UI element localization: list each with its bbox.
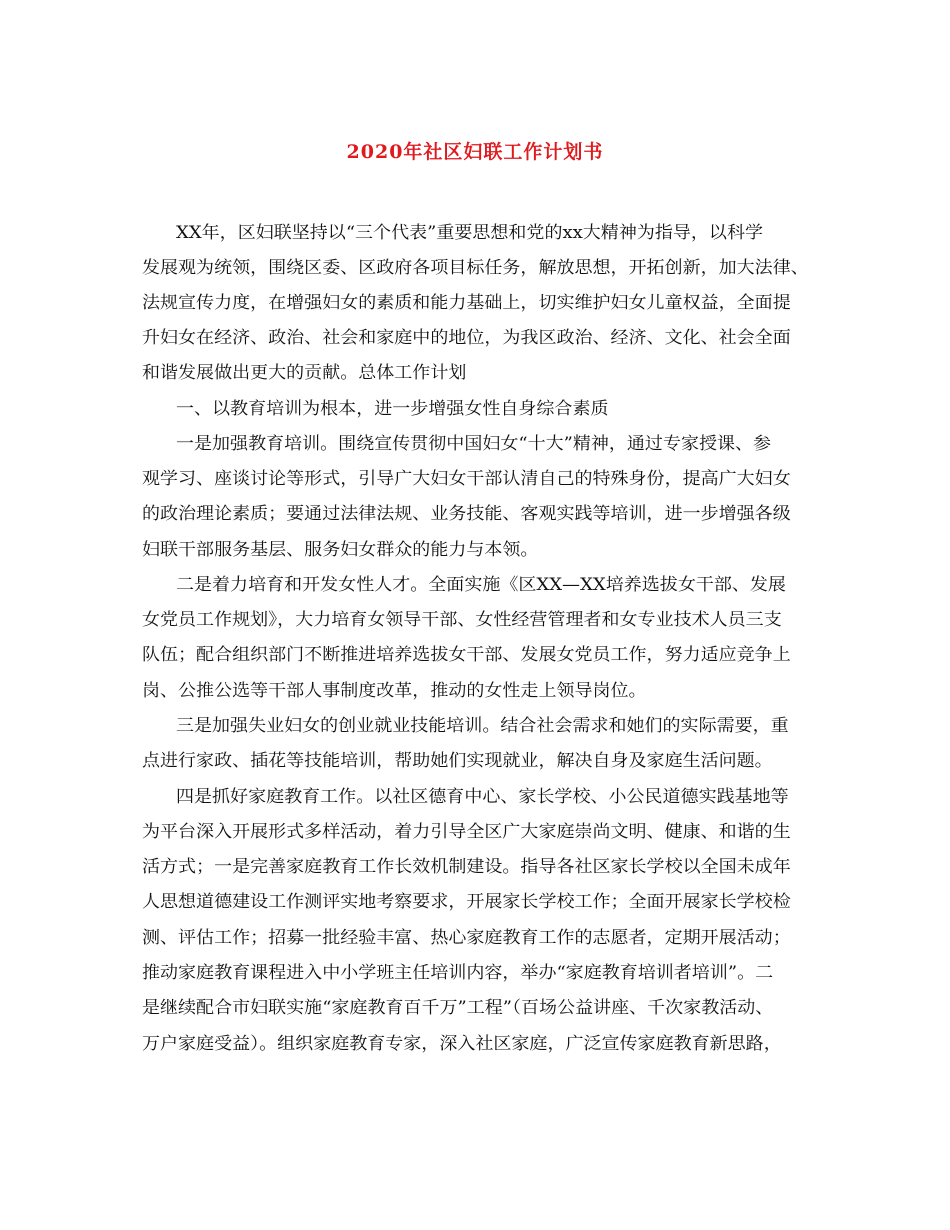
paragraph-line: 测、评估工作；招募一批经验丰富、热心家庭教育工作的志愿者，定期开展活动； bbox=[142, 928, 791, 948]
paragraph-line: 法规宣传力度，在增强妇女的素质和能力基础上，切实维护妇女儿童权益，全面提 bbox=[142, 293, 791, 313]
paragraph-line: 观学习、座谈讨论等形式，引导广大妇女干部认清自己的特殊身份，提高广大妇女 bbox=[142, 469, 791, 489]
paragraph-line: 是继续配合市妇联实施“家庭教育百千万”工程”（百场公益讲座、千次家教活动、 bbox=[142, 998, 774, 1018]
paragraph-line: 队伍；配合组织部门不断推进培养选拔女干部、发展女党员工作，努力适应竞争上 bbox=[142, 645, 791, 665]
section-heading: 一、以教育培训为根本，进一步增强女性自身综合素质 bbox=[176, 399, 609, 419]
paragraph-line: 推动家庭教育课程进入中小学班主任培训内容，举办“家庭教育培训者培训”。二 bbox=[142, 963, 774, 983]
paragraph-line: 和谐发展做出更大的贡献。总体工作计划 bbox=[142, 363, 467, 383]
paragraph-line: 二是着力培育和开发女性人才。全面实施《区XX—XX培养选拔女干部、发展 bbox=[176, 575, 786, 595]
paragraph-line: 升妇女在经济、政治、社会和家庭中的地位，为我区政治、经济、文化、社会全面 bbox=[142, 328, 791, 348]
document-title: 2020年社区妇联工作计划书 bbox=[346, 141, 604, 163]
paragraph-line: 一是加强教育培训。围绕宣传贯彻中国妇女“十大”精神，通过专家授课、参 bbox=[176, 434, 772, 454]
paragraph-line: 人思想道德建设工作测评实地考察要求，开展家长学校工作；全面开展家长学校检 bbox=[142, 892, 791, 912]
paragraph-line: 三是加强失业妇女的创业就业技能培训。结合社会需求和她们的实际需要，重 bbox=[176, 716, 789, 736]
paragraph-line: 女党员工作规划》，大力培育女领导干部、女性经营管理者和女专业技术人员三支 bbox=[142, 610, 782, 630]
paragraph-line: 发展观为统领，围绕区委、区政府各项目标任务，解放思想，开拓创新，加大法律、 bbox=[142, 258, 809, 278]
paragraph-line: 岗、公推公选等干部人事制度改革，推动的女性走上领导岗位。 bbox=[142, 681, 647, 701]
paragraph-line: 点进行家政、插花等技能培训，帮助她们实现就业，解决自身及家庭生活问题。 bbox=[142, 751, 773, 771]
paragraph-line: 妇联干部服务基层、服务妇女群众的能力与本领。 bbox=[142, 540, 539, 560]
paragraph-line: 四是抓好家庭教育工作。以社区德育中心、家长学校、小公民道德实践基地等 bbox=[176, 787, 789, 807]
paragraph-line: 的政治理论素质；要通过法律法规、业务技能、客观实践等培训，进一步增强各级 bbox=[142, 504, 791, 524]
paragraph-line: 万户家庭受益）。组织家庭教育专家，深入社区家庭，广泛宣传家庭教育新思路， bbox=[142, 1034, 782, 1054]
paragraph-line: 为平台深入开展形式多样活动，着力引导全区广大家庭崇尚文明、健康、和谐的生 bbox=[142, 822, 791, 842]
paragraph-line: XX年，区妇联坚持以“三个代表”重要思想和党的xx大精神为指导，以科学 bbox=[176, 223, 763, 243]
paragraph-line: 活方式；一是完善家庭教育工作长效机制建设。指导各社区家长学校以全国未成年 bbox=[142, 857, 791, 877]
